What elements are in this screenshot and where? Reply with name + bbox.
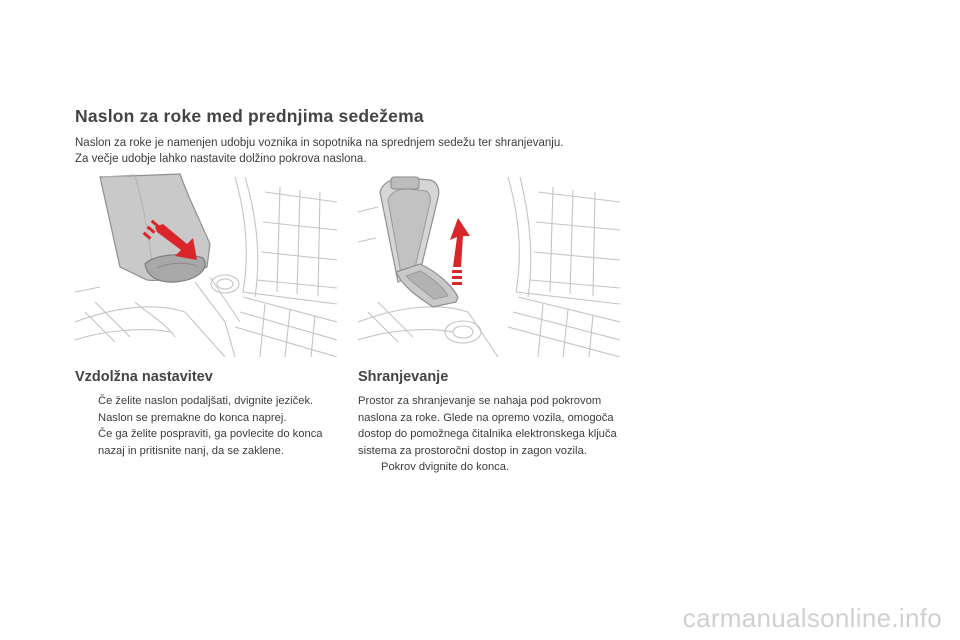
illustration-armrest-storage bbox=[358, 172, 620, 357]
watermark: carmanualsonline.info bbox=[682, 603, 942, 633]
storage-paragraph: Prostor za shranjevanje se nahaja pod pokrovom naslona za roke. Glede na opremo vozila, omogoča dostop do pomožnega čitalnika elektronskega ključa sistema za prostoročni dostop in zagon vozila. bbox=[358, 395, 617, 457]
list-item bbox=[358, 459, 620, 476]
section-body-longitudinal bbox=[75, 393, 335, 459]
section-body-storage bbox=[358, 393, 620, 476]
arrow-up-icon bbox=[450, 218, 470, 285]
section-title-storage: Shranjevanje bbox=[358, 369, 449, 385]
page-title: Naslon za roke med prednjima sedežema bbox=[75, 106, 424, 126]
list-item bbox=[75, 426, 335, 459]
list-item bbox=[75, 393, 335, 426]
intro-line-1: Naslon za roke je namenjen udobju voznika in sopotnika na sprednjem sedežu ter shranjevanju. bbox=[75, 137, 564, 149]
bullet-text: Če ga želite pospraviti, ga povlecite do konca nazaj in pritisnite nanj, da se zaklene. bbox=[98, 428, 323, 457]
bullet-text: Če želite naslon podaljšati, dvignite jeziček. Naslon se premakne do konca naprej. bbox=[98, 395, 314, 424]
illustration-armrest-slide bbox=[75, 172, 337, 357]
bullet-text: Pokrov dvignite do konca. bbox=[381, 461, 510, 474]
armrest-slide-drawing bbox=[75, 172, 337, 357]
armrest-storage-drawing bbox=[358, 172, 620, 357]
section-title-longitudinal: Vzdolžna nastavitev bbox=[75, 369, 213, 385]
intro-text bbox=[75, 135, 695, 167]
intro-line-2: Za večje udobje lahko nastavite dolžino pokrova naslona. bbox=[75, 153, 367, 165]
